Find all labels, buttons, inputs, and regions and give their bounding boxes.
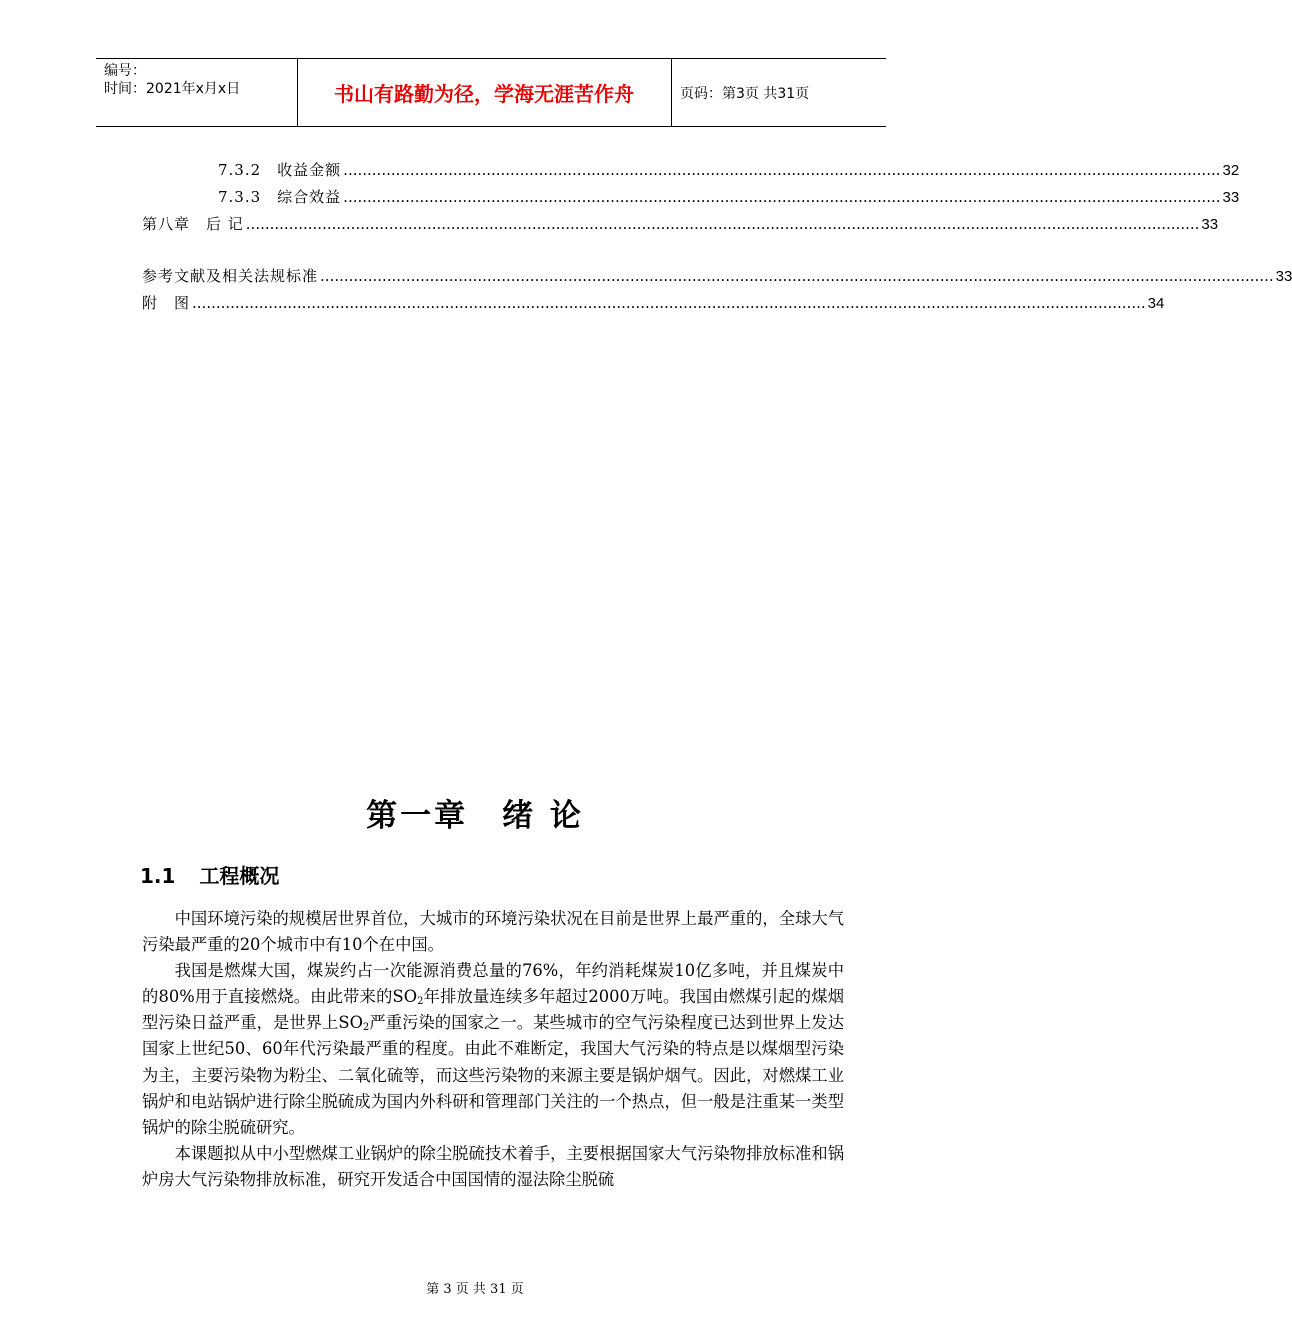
chapter-title: 第一章 绪 论 [366,798,584,834]
section-title: 工程概况 [199,864,280,888]
toc-entry-label: 7.3.3 综合效益 [218,188,342,206]
header-motto: 书山有路勤为径，学海无涯苦作舟 [334,82,634,106]
toc-entry-label: 参考文献及相关法规标准 [142,267,319,285]
toc-entry[interactable] [142,290,1165,316]
toc-entry[interactable] [218,157,1240,183]
serial-label: 编号： [104,63,146,79]
toc-entry-label: 7.3.2 收益金额 [218,161,342,179]
toc-entry[interactable] [142,263,1292,289]
header-divider [671,58,672,126]
toc-entry[interactable] [142,211,1219,237]
paragraph: 中国环境污染的规模居世界首位，大城市的环境污染状况在目前是世界上最严重的，全球大气污染最严重的20个城市中有10个在中国。 [142,909,844,955]
toc-entry-page: 34 [1147,295,1165,312]
section-number: 1.1 [140,864,176,888]
page-footer: 第 3 页 共 31 页 [426,1282,524,1297]
header-top-rule [96,58,886,59]
toc-entry-label: 附 图 [142,294,191,312]
toc-leader: ........................................................................................................................................................................................................ [245,215,1200,233]
paragraph: 本课题拟从中小型燃煤工业锅炉的除尘脱硫技术着手，主要根据国家大气污染物排放标准和锅炉房大气污染物排放标准，研究开发适合中国国情的湿法除尘脱硫 [142,1143,844,1189]
toc-leader: ........................................................................................................................................................................................ [343,188,1221,206]
toc-leader: ........................................................................................................................................................................................................ [320,267,1274,285]
toc-entry-page: 33 [1222,189,1240,206]
time-label: 时间：2021年x月x日 [104,81,241,97]
header-page-info: 页码：第3页 共31页 [680,86,810,102]
toc-entry-page: 33 [1201,216,1219,233]
toc-entry-page: 32 [1222,162,1240,179]
toc-entry-label: 第八章 后 记 [142,215,244,233]
header-bottom-rule [96,126,886,127]
toc-leader: ........................................................................................................................................................................................................ [192,294,1146,312]
toc-entry[interactable] [218,184,1240,210]
toc-entry-page: 33 [1275,268,1292,285]
paragraph: 我国是燃煤大国，煤炭约占一次能源消费总量的76%，年约消耗煤炭10亿多吨，并且煤炭中的80%用于直接燃烧。由此带来的$SO_2$年排放量连续多年超过2000万吨。我国由燃煤引起的煤烟型污染日益严重，是世界上$SO_2$严重污染的国家之一。某些城市的空气污染程度已达到世界上发达国家上世纪50、60年代污染最严重的程度。由此不难断定，我国大气污染的特点是以煤烟型污染为主，主要污染物为粉尘、二氧化硫等，而这些污染物的来源主要是锅炉烟气。因此，对燃煤工业锅炉和电站锅炉进行除尘脱硫成为国内外科研和管理部门关注的一个热点，但一般是注重某一类型锅炉的除尘脱硫研究。 [142,961,844,1137]
section-heading [140,860,279,889]
toc-leader: ........................................................................................................................................................................................ [343,161,1221,179]
header-meta [104,62,240,98]
body-text [142,906,844,1193]
